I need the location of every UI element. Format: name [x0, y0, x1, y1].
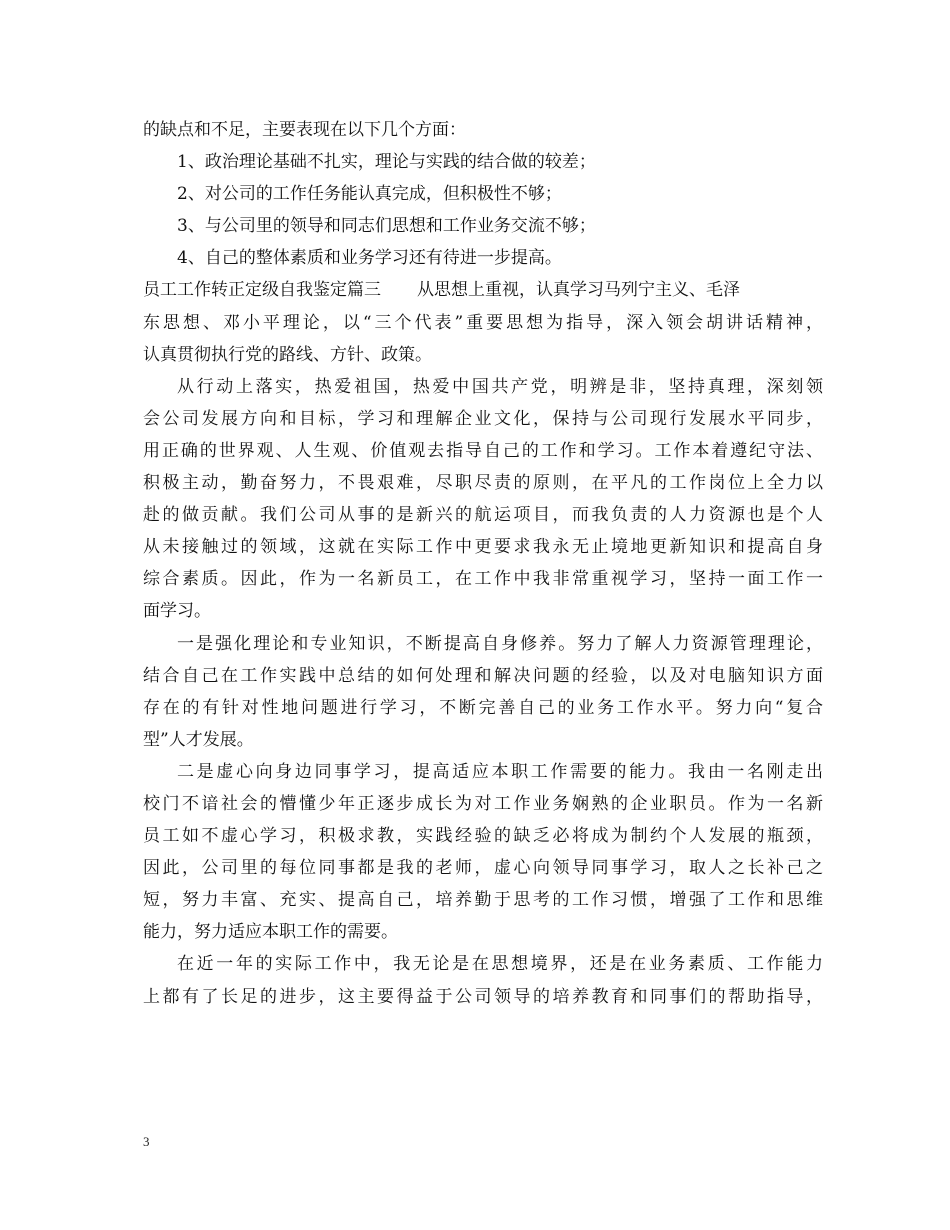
text-line: 一是强化理论和专业知识，不断提高自身修养。努力了解人力资源管理理论， — [177, 633, 823, 654]
text-line: 用正确的世界观、人生观、价值观去指导自己的工作和学习。工作本着遵纪守法、 — [143, 440, 823, 461]
section-heading: 员工工作转正定级自我鉴定篇三 — [143, 280, 381, 301]
text-line: 赴的做贡献。我们公司从事的是新兴的航运项目，而我负责的人力资源也是个人 — [143, 505, 823, 526]
text-line: 在近一年的实际工作中，我无论是在思想境界，还是在业务素质、工作能力 — [177, 954, 823, 975]
list-section — [143, 114, 823, 274]
text-line: 上都有了长足的进步，这主要得益于公司领导的培养教育和同事们的帮助指导， — [143, 986, 823, 1007]
text-line: 4、自己的整体素质和业务学习还有待进一步提高。 — [177, 248, 562, 269]
text-line: 短，努力丰富、充实、提高自己，培养勤于思考的工作习惯，增强了工作和思维 — [143, 890, 823, 911]
text-line: 积极主动，勤奋努力，不畏艰难，尽职尽责的原则，在平凡的工作岗位上全力以 — [143, 473, 823, 494]
text-line: 校门不谙社会的懵懂少年正逐步成长为对工作业务娴熟的企业职员。作为一名新 — [143, 793, 823, 814]
text-line: 存在的有针对性地问题进行学习，不断完善自己的业务工作水平。努力向“复合 — [143, 697, 823, 718]
text-line: 二是虚心向身边同事学习，提高适应本职工作需要的能力。我由一名刚走出 — [177, 761, 823, 782]
page-number: 3 — [143, 1134, 150, 1149]
section-heading-line — [143, 274, 823, 306]
text-line: 结合自己在工作实践中总结的如何处理和解决问题的经验，以及对电脑知识方面 — [143, 665, 823, 686]
text-line: 的缺点和不足，主要表现在以下几个方面： — [143, 120, 466, 140]
text-line: 认真贯彻执行党的路线、方针、政策。 — [143, 344, 432, 365]
heading-lead-text: 从思想上重视，认真学习马列宁主义、毛泽 — [417, 280, 740, 301]
text-line: 3、与公司里的领导和同志们思想和工作业务交流不够； — [177, 216, 596, 237]
text-line: 因此，公司里的每位同事都是我的老师，虚心向领导同事学习，取人之长补己之 — [143, 858, 823, 879]
text-line: 会公司发展方向和目标，学习和理解企业文化，保持与公司现行发展水平同步， — [143, 408, 823, 429]
text-line: 从行动上落实，热爱祖国，热爱中国共产党，明辨是非，坚持真理，深刻领 — [177, 376, 823, 397]
text-line: 面学习。 — [143, 601, 211, 622]
text-line: 型”人才发展。 — [143, 729, 254, 750]
text-line: 能力，努力适应本职工作的需要。 — [143, 922, 398, 943]
body-paragraphs — [143, 307, 823, 1013]
document-body — [143, 114, 823, 1013]
text-line: 从未接触过的领域，这就在实际工作中更要求我永无止境地更新知识和提高自身 — [143, 537, 823, 558]
text-line: 2、对公司的工作任务能认真完成，但积极性不够； — [177, 184, 562, 205]
text-line: 1、政治理论基础不扎实，理论与实践的结合做的较差； — [177, 152, 596, 173]
text-line: 综合素质。因此，作为一名新员工，在工作中我非常重视学习，坚持一面工作一 — [143, 569, 823, 590]
text-line: 东思想、邓小平理论，以“三个代表”重要思想为指导，深入领会胡讲话精神， — [143, 312, 823, 333]
text-line: 员工如不虚心学习，积极求教，实践经验的缺乏必将成为制约个人发展的瓶颈， — [143, 826, 823, 847]
